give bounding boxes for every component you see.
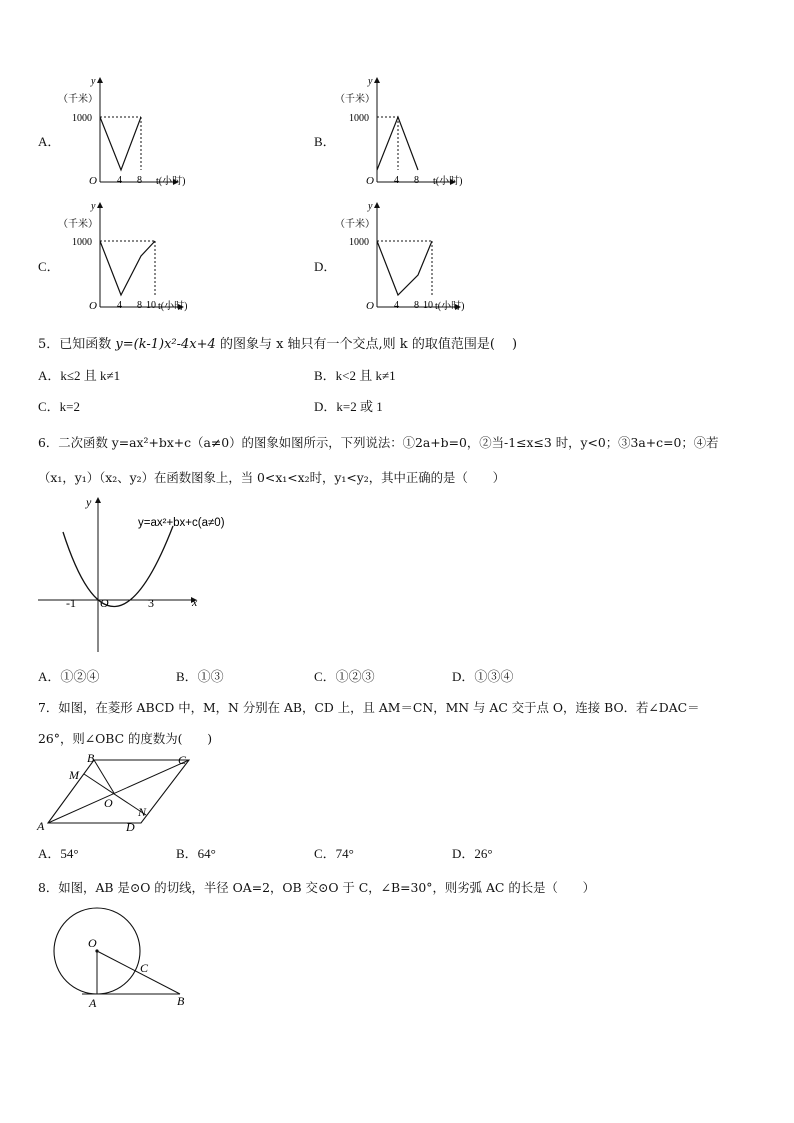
y-axis-label: y [368, 201, 373, 212]
label-o: O [88, 936, 97, 950]
x-tick-neg1: -1 [66, 596, 76, 610]
x-axis-label: x [192, 595, 198, 609]
origin-label: O [89, 300, 97, 312]
q4-graph-c [58, 197, 238, 322]
graph-line [100, 117, 141, 170]
label-o: O [104, 796, 113, 810]
y-axis-label: y [91, 76, 96, 87]
x-tick-8: 8 [137, 300, 142, 311]
q6-parabola-graph [38, 494, 258, 654]
q4-graph-a [58, 72, 238, 197]
q8-circle-figure [52, 905, 197, 1013]
q5-formula: y=(k-1)x²-4x+4 [115, 337, 216, 352]
option-letter: D． [314, 259, 337, 274]
q6-option-d[interactable]: D．①③④ [452, 669, 514, 684]
q6-stem-line1: 6．二次函数 y=ax²+bx+c（a≠0）的图象如图所示，下列说法：①2a+b=0，②当-1≤x≤3 时，y<0；③3a+c=0；④若 [38, 435, 719, 450]
x-tick-8: 8 [414, 300, 419, 311]
label-c: C [178, 753, 187, 767]
unit-label: （千米） [58, 219, 98, 230]
label-a: A [37, 819, 45, 833]
graph-line [377, 241, 432, 295]
x-tick-8: 8 [137, 175, 142, 186]
q7-stem-line1: 7．如图，在菱形 ABCD 中，M，N 分别在 AB，CD 上，且 AM＝CN，MN 与 AC 交于点 O，连接 BO．若∠DAC＝ [38, 700, 700, 715]
q6-option-a[interactable]: A．①②④ [38, 669, 100, 684]
x-axis-label: t(小时) [156, 176, 186, 187]
origin-label: O [89, 175, 97, 187]
origin-label: O [100, 596, 109, 610]
y-axis-label: y [368, 76, 373, 87]
x-tick-10: 10 [146, 300, 156, 311]
origin-label: O [366, 175, 374, 187]
q5-stem [38, 333, 517, 352]
label-a: A [89, 996, 97, 1010]
x-tick-4: 4 [394, 175, 399, 186]
q6-option-c[interactable]: C．①②③ [314, 669, 375, 684]
parabola-curve [63, 526, 173, 607]
x-tick-4: 4 [117, 300, 122, 311]
q5-option-a[interactable]: A．k≤2 且 k≠1 [38, 368, 121, 383]
y-tick-1000: 1000 [349, 113, 369, 124]
x-tick-4: 4 [117, 175, 122, 186]
y-tick-1000: 1000 [72, 113, 92, 124]
q5-option-d[interactable]: D．k=2 或 1 [314, 399, 383, 414]
q5-option-c[interactable]: C．k=2 [38, 399, 81, 414]
q7-option-c[interactable]: C．74° [314, 846, 354, 861]
unit-label: （千米） [58, 94, 98, 105]
x-axis-label: t(小时) [435, 301, 465, 312]
x-axis-label: t(小时) [433, 176, 463, 187]
label-c: C [140, 961, 149, 975]
origin-label: O [366, 300, 374, 312]
option-letter: B． [314, 134, 336, 149]
x-tick-10: 10 [423, 300, 433, 311]
label-m: M [69, 768, 79, 782]
equation-label: y=ax²+bx+c(a≠0) [138, 517, 225, 529]
x-tick-4: 4 [394, 300, 399, 311]
q7-stem-line2: 26°，则∠OBC 的度数为( ) [38, 731, 213, 746]
segment-ob [97, 951, 180, 994]
unit-label: （千米） [335, 219, 375, 230]
x-axis-label: t(小时) [158, 301, 188, 312]
q6-stem-line2: （x₁，y₁）（x₂、y₂）在函数图象上，当 0<x₁<x₂时，y₁<y₂，其中正确的是（ ） [38, 470, 506, 485]
option-letter: A． [38, 134, 61, 149]
q4-graph-b [335, 72, 515, 197]
y-tick-1000: 1000 [349, 237, 369, 248]
q5-option-b[interactable]: B．k<2 且 k≠1 [314, 368, 396, 383]
x-tick-3: 3 [148, 596, 154, 610]
q4-graph-d [335, 197, 515, 322]
option-letter: C． [38, 259, 60, 274]
label-b: B [87, 751, 95, 765]
segment-mn [84, 774, 146, 815]
x-tick-8: 8 [414, 175, 419, 186]
segment-bo [94, 760, 114, 793]
q8-stem: 8．如图，AB 是⊙O 的切线，半径 OA=2，OB 交⊙O 于 C，∠B=30°，则劣弧 AC 的长是（ ） [38, 880, 596, 895]
label-d: D [126, 820, 135, 834]
q5-stem-prefix: 5．已知函数 [38, 337, 116, 352]
q6-option-b[interactable]: B．①③ [176, 669, 224, 684]
label-b: B [177, 994, 185, 1008]
q7-option-b[interactable]: B．64° [176, 846, 216, 861]
y-axis-label: y [86, 495, 92, 509]
unit-label: （千米） [335, 94, 375, 105]
y-tick-1000: 1000 [72, 237, 92, 248]
q7-rhombus-figure [34, 750, 204, 835]
label-n: N [138, 805, 147, 819]
y-axis-label: y [91, 201, 96, 212]
q7-option-d[interactable]: D．26° [452, 846, 493, 861]
q7-option-a[interactable]: A．54° [38, 846, 79, 861]
graph-line [100, 241, 155, 295]
q5-stem-suffix: 的图象与 x 轴只有一个交点,则 k 的取值范围是( ) [215, 337, 518, 352]
